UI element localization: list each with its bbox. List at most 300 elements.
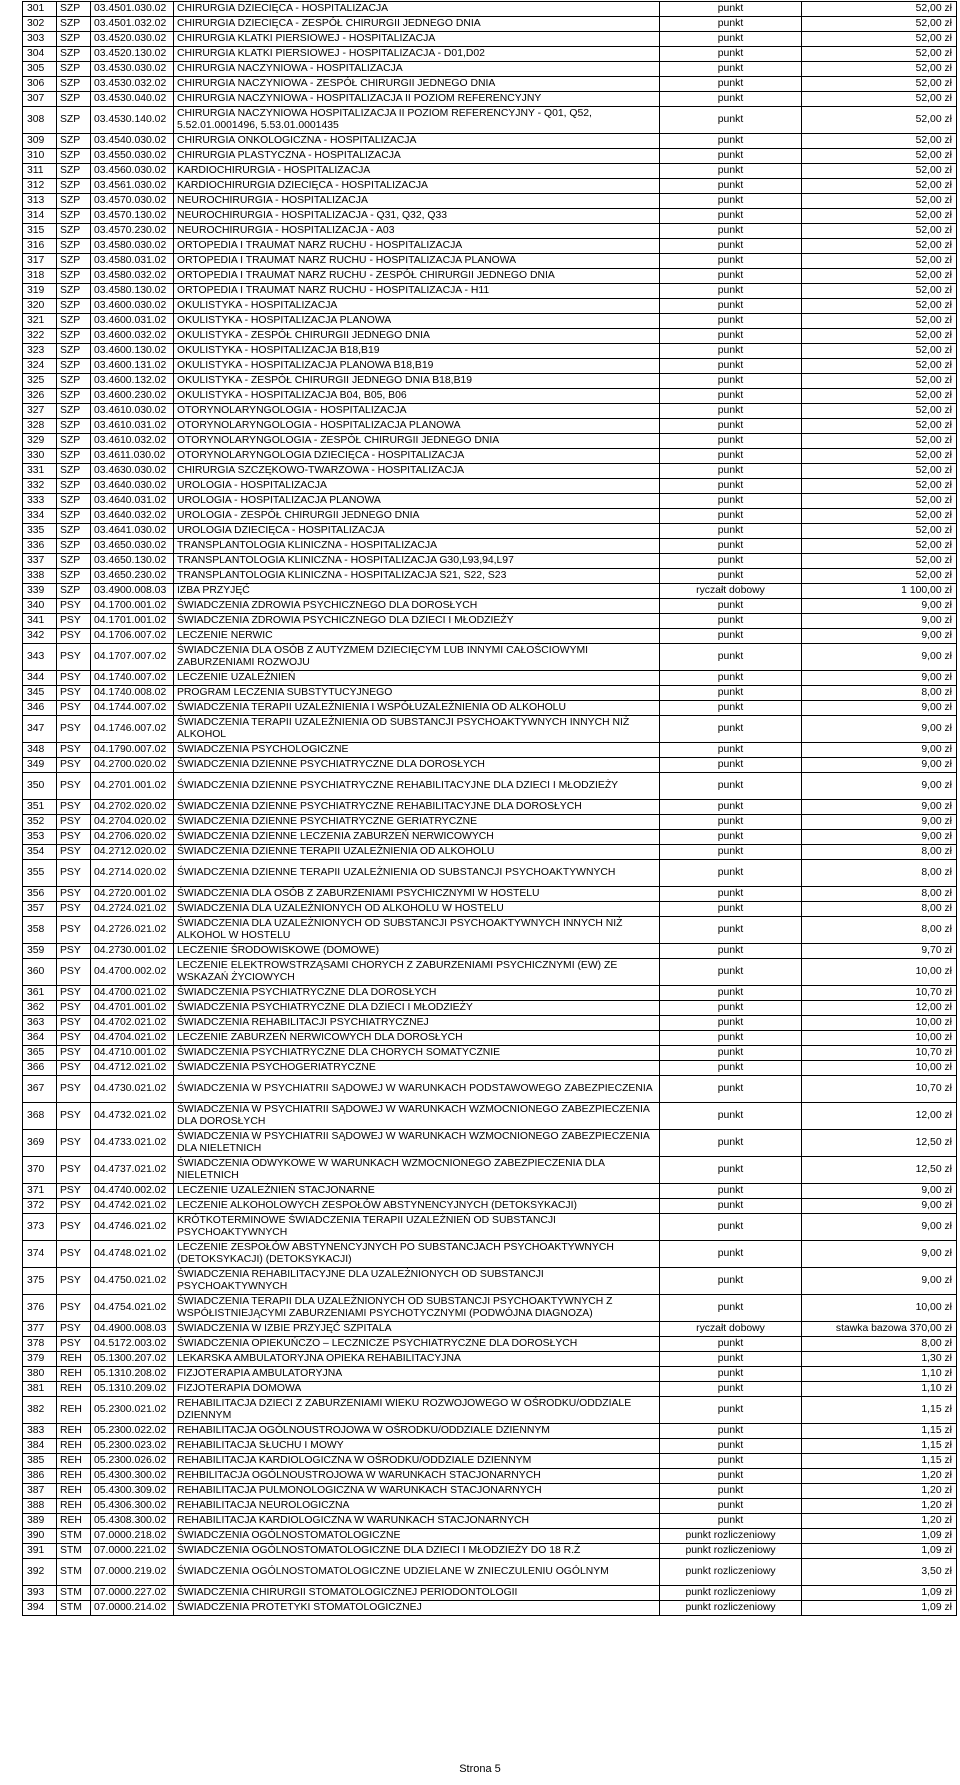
- settlement-unit: punkt: [660, 299, 802, 314]
- product-code: 03.4600.131.02: [91, 359, 174, 374]
- settlement-unit: punkt: [660, 524, 802, 539]
- unit-price: 9,00 zł: [802, 716, 957, 743]
- product-name: ŚWIADCZENIA DLA UZALEŻNIONYCH OD ALKOHOLU W HOSTELU: [174, 902, 660, 917]
- product-name: LECZENIE ZESPOŁÓW ABSTYNENCYJNYCH PO SUBSTANCJACH PSYCHOAKTYWNYCH (DETOKSYKACJI) (DETOKSYKACJI): [174, 1241, 660, 1268]
- product-name: ŚWIADCZENIA OPIEKUŃCZO – LECZNICZE PSYCHIATRYCZNE DLA DOROSŁYCH: [174, 1337, 660, 1352]
- settlement-unit: punkt: [660, 917, 802, 944]
- product-code: 04.2720.001.02: [91, 887, 174, 902]
- category-code: SZP: [57, 359, 91, 374]
- table-row: [23, 959, 957, 986]
- product-code: 03.4600.032.02: [91, 329, 174, 344]
- product-name: ŚWIADCZENIA DZIENNE TERAPII UZALEŻNIENIA OD ALKOHOLU: [174, 845, 660, 860]
- table-row: [23, 554, 957, 569]
- product-code: 04.2702.020.02: [91, 800, 174, 815]
- product-code: 04.2701.001.02: [91, 773, 174, 800]
- row-number: 308: [23, 107, 57, 134]
- table-row: [23, 92, 957, 107]
- product-code: 04.4737.021.02: [91, 1157, 174, 1184]
- category-code: REH: [57, 1382, 91, 1397]
- table-row: [23, 614, 957, 629]
- row-number: 361: [23, 986, 57, 1001]
- table-row: [23, 434, 957, 449]
- product-code: 03.4611.030.02: [91, 449, 174, 464]
- settlement-unit: punkt: [660, 1484, 802, 1499]
- category-code: SZP: [57, 134, 91, 149]
- category-code: SZP: [57, 479, 91, 494]
- row-number: 368: [23, 1103, 57, 1130]
- product-code: 03.4900.008.03: [91, 584, 174, 599]
- category-code: PSY: [57, 830, 91, 845]
- product-name: OTORYNOLARYNGOLOGIA - HOSPITALIZACJA: [174, 404, 660, 419]
- settlement-unit: punkt: [660, 1046, 802, 1061]
- settlement-unit: punkt: [660, 344, 802, 359]
- product-code: 05.1310.208.02: [91, 1367, 174, 1382]
- table-row: [23, 800, 957, 815]
- product-code: 04.2724.021.02: [91, 902, 174, 917]
- unit-price: 1,15 zł: [802, 1397, 957, 1424]
- table-row: [23, 629, 957, 644]
- unit-price: 52,00 zł: [802, 149, 957, 164]
- row-number: 379: [23, 1352, 57, 1367]
- product-code: 04.2706.020.02: [91, 830, 174, 845]
- row-number: 383: [23, 1424, 57, 1439]
- table-row: [23, 1397, 957, 1424]
- unit-price: 9,00 zł: [802, 1214, 957, 1241]
- row-number: 373: [23, 1214, 57, 1241]
- row-number: 306: [23, 77, 57, 92]
- unit-price: 52,00 zł: [802, 404, 957, 419]
- row-number: 370: [23, 1157, 57, 1184]
- row-number: 317: [23, 254, 57, 269]
- unit-price: 52,00 zł: [802, 569, 957, 584]
- category-code: PSY: [57, 1016, 91, 1031]
- unit-price: 52,00 zł: [802, 17, 957, 32]
- unit-price: 9,00 zł: [802, 743, 957, 758]
- category-code: SZP: [57, 434, 91, 449]
- unit-price: 8,00 zł: [802, 887, 957, 902]
- unit-price: 10,00 zł: [802, 1016, 957, 1031]
- table-row: [23, 509, 957, 524]
- category-code: SZP: [57, 329, 91, 344]
- row-number: 389: [23, 1514, 57, 1529]
- table-row: [23, 494, 957, 509]
- product-code: 03.4630.030.02: [91, 464, 174, 479]
- product-code: 03.4520.030.02: [91, 32, 174, 47]
- row-number: 320: [23, 299, 57, 314]
- settlement-unit: punkt rozliczeniowy: [660, 1544, 802, 1559]
- row-number: 314: [23, 209, 57, 224]
- unit-price: 52,00 zł: [802, 314, 957, 329]
- table-row: [23, 845, 957, 860]
- category-code: PSY: [57, 1241, 91, 1268]
- unit-price: 8,00 zł: [802, 860, 957, 887]
- product-code: 03.4530.040.02: [91, 92, 174, 107]
- category-code: REH: [57, 1454, 91, 1469]
- table-row: [23, 569, 957, 584]
- table-row: [23, 599, 957, 614]
- row-number: 310: [23, 149, 57, 164]
- product-code: 03.4580.030.02: [91, 239, 174, 254]
- product-name: ŚWIADCZENIA PROTETYKI STOMATOLOGICZNEJ: [174, 1601, 660, 1616]
- settlement-unit: punkt: [660, 92, 802, 107]
- category-code: SZP: [57, 62, 91, 77]
- product-code: 04.4742.021.02: [91, 1199, 174, 1214]
- product-name: ŚWIADCZENIA OGÓLNOSTOMATOLOGICZNE DLA DZIECI I MŁODZIEŻY DO 18 R.Ż: [174, 1544, 660, 1559]
- row-number: 340: [23, 599, 57, 614]
- category-code: PSY: [57, 1295, 91, 1322]
- product-name: ŚWIADCZENIA W PSYCHIATRII SĄDOWEJ W WARUNKACH WZMOCNIONEGO ZABEZPIECZENIA DLA DOROSŁYCH: [174, 1103, 660, 1130]
- product-name: ŚWIADCZENIA REHABILITACYJNE DLA UZALEŻNIONYCH OD SUBSTANCJI PSYCHOAKTYWNYCH: [174, 1268, 660, 1295]
- settlement-unit: punkt: [660, 1382, 802, 1397]
- table-row: [23, 194, 957, 209]
- product-name: CHIRURGIA NACZYNIOWA - HOSPITALIZACJA II POZIOM REFERENCYJNY: [174, 92, 660, 107]
- product-code: 03.4580.032.02: [91, 269, 174, 284]
- product-name: NEUROCHIRURGIA - HOSPITALIZACJA - Q31, Q32, Q33: [174, 209, 660, 224]
- unit-price: 9,00 zł: [802, 599, 957, 614]
- table-row: [23, 1268, 957, 1295]
- product-code: 04.4701.001.02: [91, 1001, 174, 1016]
- product-name: OKULISTYKA - HOSPITALIZACJA: [174, 299, 660, 314]
- settlement-unit: punkt: [660, 1268, 802, 1295]
- settlement-unit: punkt: [660, 1337, 802, 1352]
- table-row: [23, 1103, 957, 1130]
- product-code: 03.4641.030.02: [91, 524, 174, 539]
- product-code: 04.4750.021.02: [91, 1268, 174, 1295]
- settlement-unit: punkt: [660, 284, 802, 299]
- unit-price: 52,00 zł: [802, 359, 957, 374]
- product-name: ŚWIADCZENIA DZIENNE PSYCHIATRYCZNE GERIATRYCZNE: [174, 815, 660, 830]
- unit-price: 52,00 zł: [802, 269, 957, 284]
- unit-price: 52,00 zł: [802, 134, 957, 149]
- category-code: SZP: [57, 179, 91, 194]
- product-name: LECZENIE ELEKTROWSTRZĄSAMI CHORYCH Z ZABURZENIAMI PSYCHICZNYMI (EW) ZE WSKAZAŃ ŻYCIOWYCH: [174, 959, 660, 986]
- product-name: NEUROCHIRURGIA - HOSPITALIZACJA - A03: [174, 224, 660, 239]
- category-code: PSY: [57, 1157, 91, 1184]
- settlement-unit: punkt: [660, 686, 802, 701]
- product-code: 03.4650.230.02: [91, 569, 174, 584]
- row-number: 380: [23, 1367, 57, 1382]
- category-code: PSY: [57, 644, 91, 671]
- unit-price: 10,70 zł: [802, 986, 957, 1001]
- unit-price: 52,00 zł: [802, 2, 957, 17]
- category-code: SZP: [57, 584, 91, 599]
- row-number: 312: [23, 179, 57, 194]
- product-code: 03.4650.030.02: [91, 539, 174, 554]
- row-number: 354: [23, 845, 57, 860]
- unit-price: 52,00 zł: [802, 419, 957, 434]
- settlement-unit: punkt: [660, 773, 802, 800]
- category-code: SZP: [57, 269, 91, 284]
- row-number: 375: [23, 1268, 57, 1295]
- category-code: SZP: [57, 77, 91, 92]
- table-row: [23, 77, 957, 92]
- table-row: [23, 1484, 957, 1499]
- product-code: 03.4570.030.02: [91, 194, 174, 209]
- table-row: [23, 716, 957, 743]
- unit-price: 52,00 zł: [802, 92, 957, 107]
- product-name: ŚWIADCZENIA DZIENNE TERAPII UZALEŻNIENIA OD SUBSTANCJI PSYCHOAKTYWNYCH: [174, 860, 660, 887]
- row-number: 326: [23, 389, 57, 404]
- table-row: [23, 134, 957, 149]
- category-code: SZP: [57, 314, 91, 329]
- product-name: ORTOPEDIA I TRAUMAT NARZ RUCHU - ZESPÓŁ CHIRURGII JEDNEGO DNIA: [174, 269, 660, 284]
- product-code: 03.4580.130.02: [91, 284, 174, 299]
- product-code: 04.4733.021.02: [91, 1130, 174, 1157]
- row-number: 332: [23, 479, 57, 494]
- settlement-unit: punkt: [660, 1214, 802, 1241]
- table-row: [23, 758, 957, 773]
- settlement-unit: punkt: [660, 434, 802, 449]
- table-row: [23, 1352, 957, 1367]
- product-code: 05.4306.300.02: [91, 1499, 174, 1514]
- product-name: REHABILITACJA OGÓLNOUSTROJOWA W OŚRODKU/ODDZIALE DZIENNYM: [174, 1424, 660, 1439]
- tariff-table-body: [23, 2, 957, 1616]
- row-number: 319: [23, 284, 57, 299]
- product-code: 04.5172.003.02: [91, 1337, 174, 1352]
- settlement-unit: punkt: [660, 539, 802, 554]
- settlement-unit: punkt: [660, 32, 802, 47]
- product-code: 03.4530.140.02: [91, 107, 174, 134]
- row-number: 388: [23, 1499, 57, 1514]
- unit-price: 10,70 zł: [802, 1046, 957, 1061]
- row-number: 313: [23, 194, 57, 209]
- product-name: CHIRURGIA PLASTYCZNA - HOSPITALIZACJA: [174, 149, 660, 164]
- unit-price: 8,00 zł: [802, 686, 957, 701]
- unit-price: 52,00 zł: [802, 32, 957, 47]
- settlement-unit: punkt: [660, 1103, 802, 1130]
- settlement-unit: punkt: [660, 1199, 802, 1214]
- product-name: ŚWIADCZENIA OGÓLNOSTOMATOLOGICZNE UDZIELANE W ZNIECZULENIU OGÓLNYM: [174, 1559, 660, 1586]
- category-code: REH: [57, 1397, 91, 1424]
- product-name: ŚWIADCZENIA DZIENNE LECZENIA ZABURZEŃ NERWICOWYCH: [174, 830, 660, 845]
- unit-price: 9,00 zł: [802, 1241, 957, 1268]
- row-number: 304: [23, 47, 57, 62]
- row-number: 344: [23, 671, 57, 686]
- product-name: LEKARSKA AMBULATORYJNA OPIEKA REHABILITACYJNA: [174, 1352, 660, 1367]
- product-name: ŚWIADCZENIA OGÓLNOSTOMATOLOGICZNE: [174, 1529, 660, 1544]
- settlement-unit: punkt: [660, 17, 802, 32]
- settlement-unit: punkt: [660, 224, 802, 239]
- category-code: SZP: [57, 419, 91, 434]
- row-number: 330: [23, 449, 57, 464]
- product-name: LECZENIE ZABURZEŃ NERWICOWYCH DLA DOROSŁYCH: [174, 1031, 660, 1046]
- category-code: PSY: [57, 887, 91, 902]
- product-name: ŚWIADCZENIA DZIENNE PSYCHIATRYCZNE REHABILITACYJNE DLA DZIECI I MŁODZIEŻY: [174, 773, 660, 800]
- settlement-unit: punkt: [660, 1499, 802, 1514]
- table-row: [23, 1559, 957, 1586]
- product-name: CHIRURGIA ONKOLOGICZNA - HOSPITALIZACJA: [174, 134, 660, 149]
- row-number: 307: [23, 92, 57, 107]
- unit-price: 52,00 zł: [802, 239, 957, 254]
- category-code: SZP: [57, 524, 91, 539]
- settlement-unit: punkt: [660, 1367, 802, 1382]
- table-row: [23, 224, 957, 239]
- settlement-unit: punkt: [660, 1514, 802, 1529]
- row-number: 362: [23, 1001, 57, 1016]
- category-code: STM: [57, 1529, 91, 1544]
- table-row: [23, 830, 957, 845]
- product-code: 04.1740.008.02: [91, 686, 174, 701]
- unit-price: 52,00 zł: [802, 389, 957, 404]
- category-code: STM: [57, 1544, 91, 1559]
- settlement-unit: punkt: [660, 629, 802, 644]
- unit-price: 9,00 zł: [802, 644, 957, 671]
- row-number: 333: [23, 494, 57, 509]
- category-code: SZP: [57, 449, 91, 464]
- row-number: 321: [23, 314, 57, 329]
- table-row: [23, 2, 957, 17]
- product-name: OTORYNOLARYNGOLOGIA DZIECIĘCA - HOSPITALIZACJA: [174, 449, 660, 464]
- row-number: 386: [23, 1469, 57, 1484]
- table-row: [23, 584, 957, 599]
- table-row: [23, 32, 957, 47]
- product-name: LECZENIE ŚRODOWISKOWE (DOMOWE): [174, 944, 660, 959]
- settlement-unit: punkt: [660, 374, 802, 389]
- table-row: [23, 701, 957, 716]
- settlement-unit: punkt: [660, 614, 802, 629]
- table-row: [23, 419, 957, 434]
- product-name: ŚWIADCZENIA DZIENNE PSYCHIATRYCZNE REHABILITACYJNE DLA DOROSŁYCH: [174, 800, 660, 815]
- settlement-unit: punkt: [660, 902, 802, 917]
- product-name: ORTOPEDIA I TRAUMAT NARZ RUCHU - HOSPITALIZACJA: [174, 239, 660, 254]
- table-row: [23, 1157, 957, 1184]
- product-name: REHABILITACJA DZIECI Z ZABURZENIAMI WIEKU ROZWOJOWEGO W OŚRODKU/ODDZIALE DZIENNYM: [174, 1397, 660, 1424]
- product-name: ŚWIADCZENIA PSYCHOLOGICZNE: [174, 743, 660, 758]
- unit-price: 1,09 zł: [802, 1544, 957, 1559]
- product-name: CHIRURGIA SZCZĘKOWO-TWARZOWA - HOSPITALIZACJA: [174, 464, 660, 479]
- product-name: ŚWIADCZENIA ZDROWIA PSYCHICZNEGO DLA DOROSŁYCH: [174, 599, 660, 614]
- row-number: 358: [23, 917, 57, 944]
- product-name: UROLOGIA - HOSPITALIZACJA PLANOWA: [174, 494, 660, 509]
- settlement-unit: punkt: [660, 1031, 802, 1046]
- product-code: 03.4610.030.02: [91, 404, 174, 419]
- product-code: 03.4610.031.02: [91, 419, 174, 434]
- settlement-unit: punkt: [660, 1424, 802, 1439]
- settlement-unit: punkt: [660, 1016, 802, 1031]
- unit-price: 9,00 zł: [802, 1199, 957, 1214]
- table-row: [23, 269, 957, 284]
- product-code: 04.4732.021.02: [91, 1103, 174, 1130]
- row-number: 318: [23, 269, 57, 284]
- table-row: [23, 1469, 957, 1484]
- category-code: PSY: [57, 743, 91, 758]
- product-name: ŚWIADCZENIA ODWYKOWE W WARUNKACH WZMOCNIONEGO ZABEZPIECZENIA DLA NIELETNICH: [174, 1157, 660, 1184]
- product-code: 03.4570.230.02: [91, 224, 174, 239]
- product-name: LECZENIE UZALEŻNIEŃ: [174, 671, 660, 686]
- unit-price: 52,00 zł: [802, 47, 957, 62]
- row-number: 393: [23, 1586, 57, 1601]
- product-code: 03.4580.031.02: [91, 254, 174, 269]
- product-name: ŚWIADCZENIA TERAPII UZALEŻNIENIA I WSPÓŁUZALEŻNIENIA OD ALKOHOLU: [174, 701, 660, 716]
- table-row: [23, 524, 957, 539]
- unit-price: 1,30 zł: [802, 1352, 957, 1367]
- row-number: 341: [23, 614, 57, 629]
- settlement-unit: punkt: [660, 239, 802, 254]
- settlement-unit: punkt: [660, 887, 802, 902]
- unit-price: 9,00 zł: [802, 629, 957, 644]
- row-number: 365: [23, 1046, 57, 1061]
- category-code: SZP: [57, 494, 91, 509]
- tariff-table: [22, 1, 957, 1616]
- table-row: [23, 464, 957, 479]
- unit-price: 10,00 zł: [802, 1031, 957, 1046]
- settlement-unit: punkt: [660, 47, 802, 62]
- unit-price: 10,70 zł: [802, 1076, 957, 1103]
- table-row: [23, 860, 957, 887]
- unit-price: 8,00 zł: [802, 845, 957, 860]
- row-number: 324: [23, 359, 57, 374]
- row-number: 323: [23, 344, 57, 359]
- unit-price: 52,00 zł: [802, 479, 957, 494]
- table-row: [23, 314, 957, 329]
- product-code: 07.0000.214.02: [91, 1601, 174, 1616]
- category-code: SZP: [57, 509, 91, 524]
- settlement-unit: punkt: [660, 404, 802, 419]
- unit-price: 52,00 zł: [802, 224, 957, 239]
- unit-price: 1,20 zł: [802, 1514, 957, 1529]
- row-number: 381: [23, 1382, 57, 1397]
- product-name: UROLOGIA - ZESPÓŁ CHIRURGII JEDNEGO DNIA: [174, 509, 660, 524]
- settlement-unit: punkt rozliczeniowy: [660, 1559, 802, 1586]
- row-number: 356: [23, 887, 57, 902]
- row-number: 376: [23, 1295, 57, 1322]
- row-number: 384: [23, 1439, 57, 1454]
- product-code: 05.2300.023.02: [91, 1439, 174, 1454]
- product-name: FIZJOTERAPIA AMBULATORYJNA: [174, 1367, 660, 1382]
- product-code: 04.2700.020.02: [91, 758, 174, 773]
- settlement-unit: punkt: [660, 701, 802, 716]
- table-row: [23, 1184, 957, 1199]
- row-number: 369: [23, 1130, 57, 1157]
- row-number: 336: [23, 539, 57, 554]
- unit-price: 1,09 zł: [802, 1529, 957, 1544]
- product-name: ŚWIADCZENIA W PSYCHIATRII SĄDOWEJ W WARUNKACH WZMOCNIONEGO ZABEZPIECZENIA DLA NIELETNICH: [174, 1130, 660, 1157]
- table-row: [23, 1529, 957, 1544]
- category-code: SZP: [57, 194, 91, 209]
- table-row: [23, 1499, 957, 1514]
- table-row: [23, 344, 957, 359]
- row-number: 322: [23, 329, 57, 344]
- row-number: 311: [23, 164, 57, 179]
- product-name: REHABILITACJA PULMONOLOGICZNA W WARUNKACH STACJONARNYCH: [174, 1484, 660, 1499]
- table-row: [23, 1544, 957, 1559]
- settlement-unit: punkt: [660, 149, 802, 164]
- table-row: [23, 1076, 957, 1103]
- page-number: Strona 5: [459, 1763, 501, 1775]
- category-code: PSY: [57, 599, 91, 614]
- unit-price: 52,00 zł: [802, 464, 957, 479]
- category-code: PSY: [57, 944, 91, 959]
- settlement-unit: punkt: [660, 179, 802, 194]
- table-row: [23, 164, 957, 179]
- category-code: PSY: [57, 1103, 91, 1130]
- product-name: ŚWIADCZENIA PSYCHIATRYCZNE DLA CHORYCH SOMATYCZNIE: [174, 1046, 660, 1061]
- category-code: PSY: [57, 773, 91, 800]
- category-code: SZP: [57, 224, 91, 239]
- category-code: PSY: [57, 986, 91, 1001]
- category-code: REH: [57, 1439, 91, 1454]
- product-code: 04.4700.002.02: [91, 959, 174, 986]
- settlement-unit: ryczałt dobowy: [660, 1322, 802, 1337]
- product-name: OKULISTYKA - HOSPITALIZACJA PLANOWA: [174, 314, 660, 329]
- unit-price: 52,00 zł: [802, 194, 957, 209]
- table-row: [23, 686, 957, 701]
- product-code: 03.4640.032.02: [91, 509, 174, 524]
- table-row: [23, 644, 957, 671]
- product-code: 03.4501.030.02: [91, 2, 174, 17]
- row-number: 343: [23, 644, 57, 671]
- category-code: SZP: [57, 47, 91, 62]
